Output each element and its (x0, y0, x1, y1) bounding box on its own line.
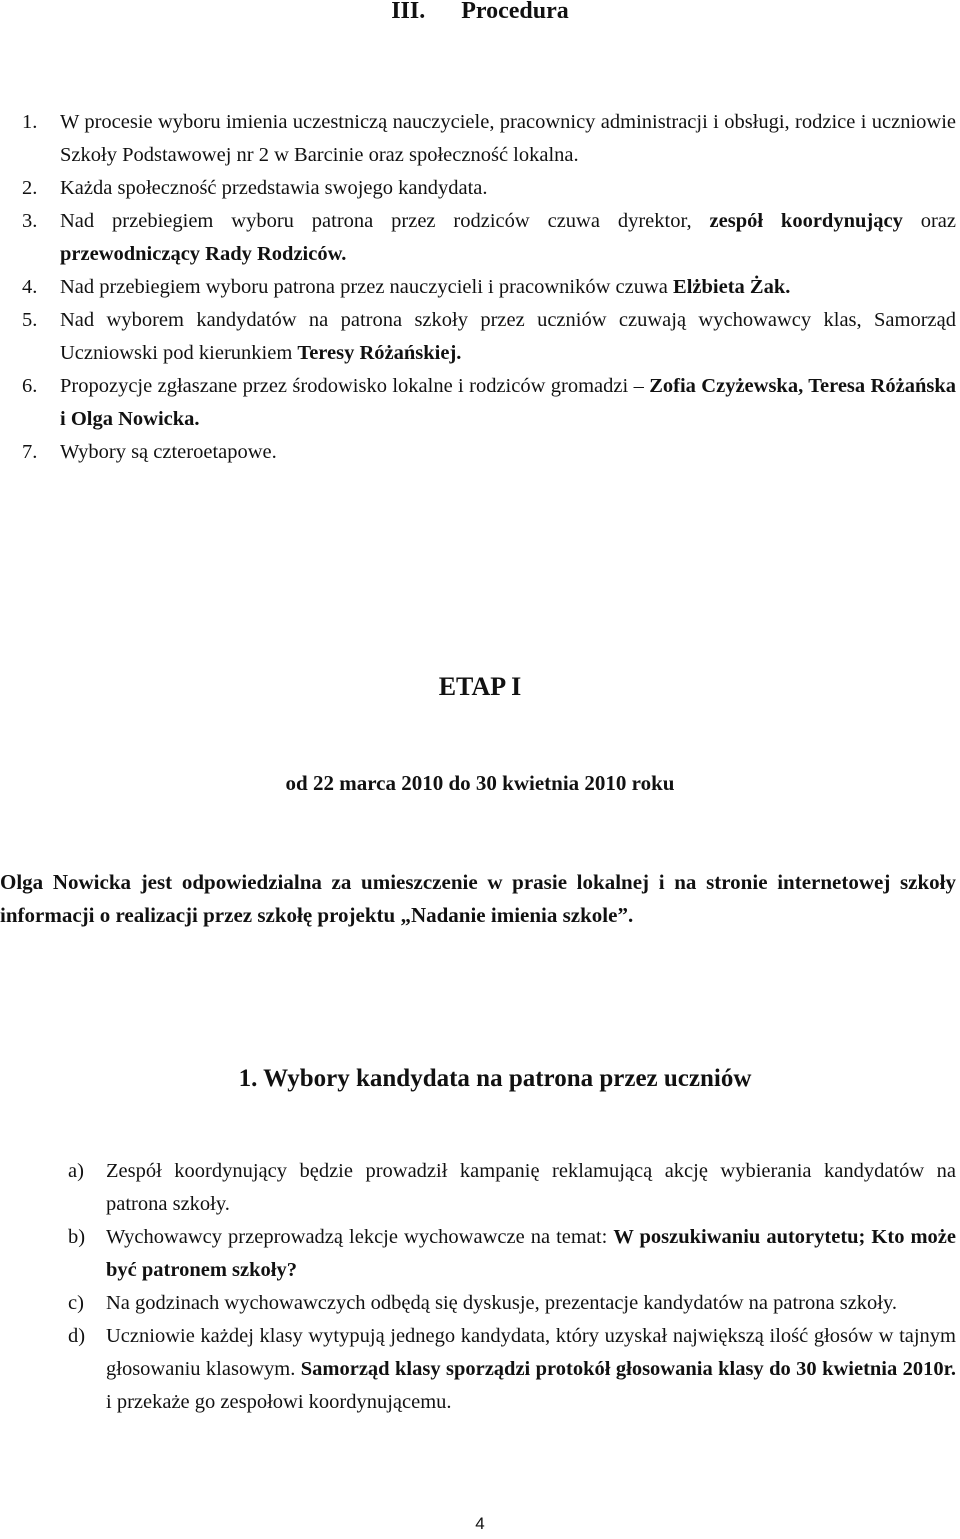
stage-title: ETAP I (438, 672, 522, 701)
item-text: Nad przebiegiem wyboru patrona przez nauczycieli i pracowników czuwa (60, 276, 674, 298)
subsection-item (68, 1320, 956, 1419)
item-letter: d) (68, 1325, 86, 1347)
item-text-bold: Elżbieta Żak. (673, 276, 791, 298)
item-text: Nad wyborem kandydatów na patrona szkoły przez uczniów czuwają wychowawcy klas, Samorząd Uczniowski pod kierunkiem (60, 309, 956, 364)
procedure-item (22, 436, 956, 469)
item-text: i przekaże go zespołowi koordynującemu. (106, 1391, 452, 1413)
procedure-item (22, 304, 956, 370)
item-text: Na godzinach wychowawczych odbędą się dyskusje, prezentacje kandydatów na patrona szkoły. (106, 1292, 898, 1314)
stage-responsibility: Olga Nowicka jest odpowiedzialna za umieszczenie w prasie lokalnej i na stronie internetowej szkoły informacji o realizacji przez szkołę projektu „Nadanie imienia szkole”. (0, 870, 956, 927)
item-letter: c) (68, 1292, 84, 1314)
item-number: 6. (22, 375, 38, 397)
item-letter: a) (68, 1160, 84, 1182)
section-heading (0, 0, 960, 28)
item-text: Każda społeczność przedstawia swojego kandydata. (60, 177, 488, 199)
item-number: 4. (22, 276, 38, 298)
stage-dates: od 22 marca 2010 do 30 kwietnia 2010 roku (285, 771, 675, 795)
item-text-bold: Teresy Różańskiej. (297, 342, 462, 364)
item-number: 1. (22, 111, 38, 133)
subsection-item (68, 1287, 956, 1320)
item-text: Wychowawcy przeprowadzą lekcje wychowawcze na temat: (106, 1226, 614, 1248)
item-text: Zespół koordynujący będzie prowadził kampanię reklamującą akcję wybierania kandydatów na patrona szkoły. (106, 1160, 956, 1215)
procedure-item (22, 106, 956, 172)
procedure-item (22, 271, 956, 304)
item-text: Uczniowie każdej klasy wytypują jednego kandydata, który uzyskał największą ilość głosów w tajnym głosowaniu klasowym. (106, 1325, 956, 1380)
item-number: 7. (22, 441, 38, 463)
section-number: III. (391, 0, 426, 24)
item-text: Propozycje zgłaszane przez środowisko lokalne i rodziców gromadzi – (60, 375, 650, 397)
item-number: 3. (22, 210, 38, 232)
procedure-item (22, 370, 956, 436)
procedure-list (22, 106, 956, 469)
item-text-bold: zespół koordynujący (709, 210, 903, 232)
subsection-title: 1. Wybory kandydata na patrona przez uczniów (238, 1065, 752, 1092)
item-text: Nad przebiegiem wyboru patrona przez rodziców czuwa dyrektor, (60, 210, 710, 232)
item-number: 2. (22, 177, 38, 199)
section-title: Procedura (461, 0, 569, 24)
item-text-bold: Samorząd klasy sporządzi protokół głosowania klasy do 30 kwietnia 2010r. (300, 1358, 956, 1380)
item-number: 5. (22, 309, 38, 331)
item-text: W procesie wyboru imienia uczestniczą nauczyciele, pracownicy administracji i obsługi, rodzice i uczniowie Szkoły Podstawowej nr 2 w Barcinie oraz społeczność lokalna. (60, 111, 956, 166)
subsection-list (68, 1155, 956, 1419)
item-text-bold: przewodniczący Rady Rodziców. (60, 243, 347, 265)
subsection-item (68, 1155, 956, 1221)
item-text-bold: Zofia Czyżewska, Teresa Różańska i Olga Nowicka. (60, 375, 956, 430)
item-text-bold: W poszukiwaniu autorytetu; Kto może być patronem szkoły? (106, 1226, 957, 1281)
procedure-item (22, 172, 956, 205)
page-number: 4 (475, 1514, 485, 1533)
subsection-item (68, 1221, 956, 1287)
item-text: oraz (902, 210, 957, 232)
item-letter: b) (68, 1226, 86, 1248)
item-text: Wybory są czteroetapowe. (60, 441, 277, 463)
procedure-item (22, 205, 956, 271)
